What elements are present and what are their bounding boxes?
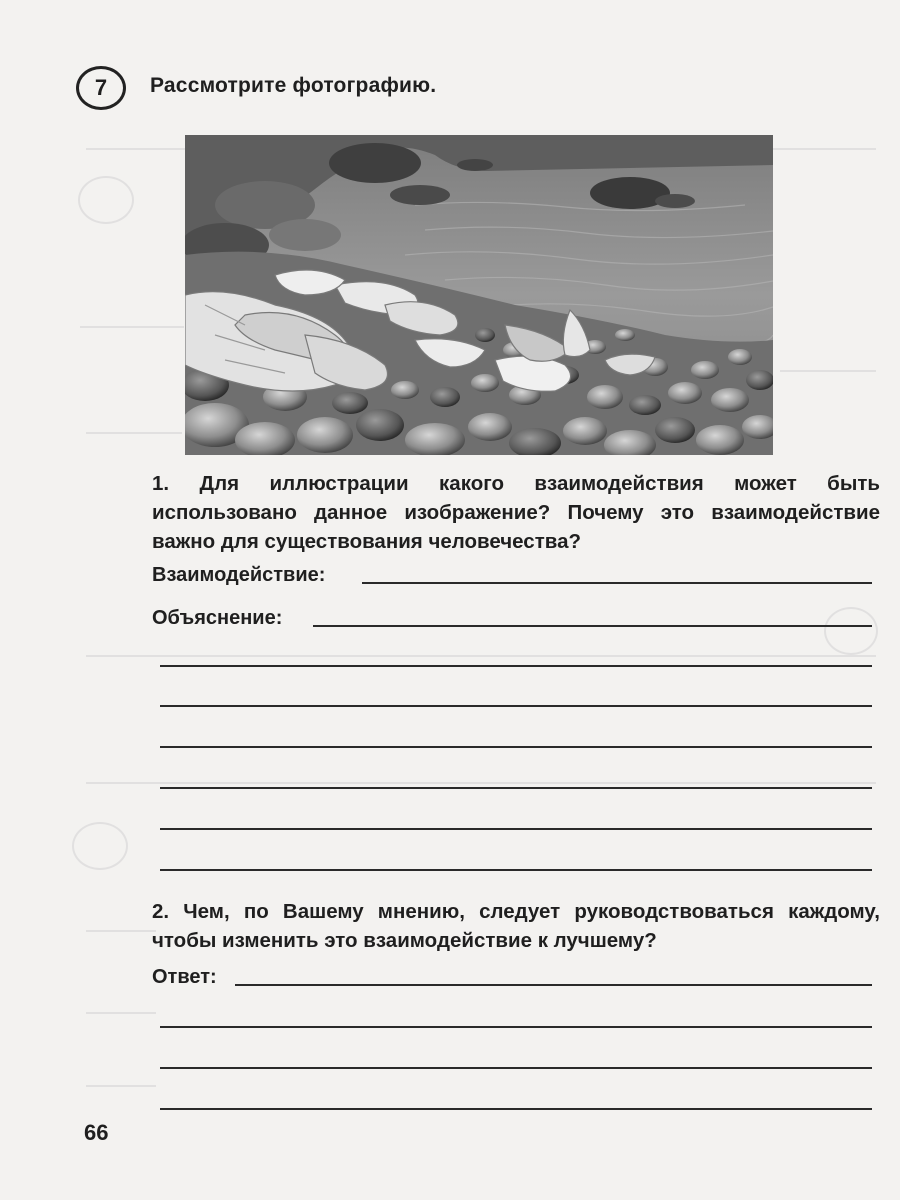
task-number-badge <box>76 66 126 110</box>
answer-label: Ответ: <box>152 966 217 988</box>
ghost-mark <box>86 782 876 784</box>
interaction-answer-line[interactable] <box>362 582 872 584</box>
explanation-answer-line[interactable] <box>160 869 872 871</box>
ghost-mark <box>86 432 182 434</box>
explanation-answer-line[interactable] <box>313 625 872 627</box>
ghost-mark <box>86 655 876 657</box>
explanation-answer-line[interactable] <box>160 787 872 789</box>
explanation-answer-line[interactable] <box>160 665 872 667</box>
interaction-label: Взаимодействие: <box>152 564 326 586</box>
ghost-mark <box>86 930 156 932</box>
answer-line[interactable] <box>160 1067 872 1069</box>
litter-on-beach-photo <box>185 135 773 455</box>
page-number: 66 <box>84 1120 109 1145</box>
ghost-mark <box>72 822 128 870</box>
task-number: 7 <box>94 75 108 100</box>
explanation-answer-line[interactable] <box>160 746 872 748</box>
answer-line[interactable] <box>235 984 872 986</box>
answer-line[interactable] <box>160 1026 872 1028</box>
explanation-answer-line[interactable] <box>160 705 872 707</box>
ghost-mark <box>78 176 134 224</box>
ghost-mark <box>86 1085 156 1087</box>
ghost-mark <box>824 607 878 655</box>
photo-image <box>185 135 773 455</box>
explanation-label: Объяснение: <box>152 607 283 629</box>
ghost-mark <box>86 1012 156 1014</box>
question-1-text: 1. Для иллюстрации какого взаимодействия может быть использовано данное изображение? Почему это взаимодействие важно для существования человечества? <box>152 472 880 553</box>
question-2-text: 2. Чем, по Вашему мнению, следует руководствоваться каждому, чтобы изменить это взаимодействие к лучшему? <box>152 900 880 952</box>
explanation-answer-line[interactable] <box>160 828 872 830</box>
ghost-mark <box>80 326 184 328</box>
ghost-mark <box>780 370 876 372</box>
answer-line[interactable] <box>160 1108 872 1110</box>
task-title: Рассмотрите фотографию. <box>150 74 437 97</box>
